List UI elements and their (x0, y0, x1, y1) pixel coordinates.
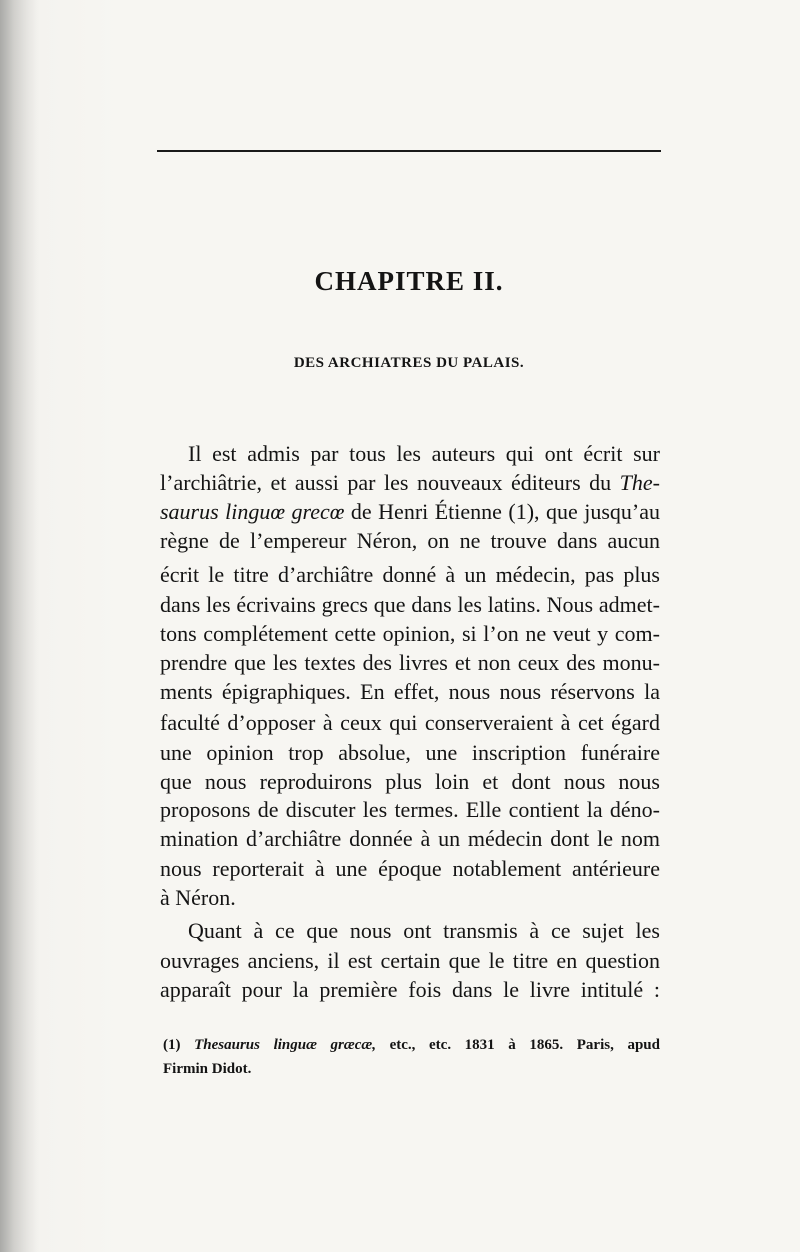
footnote-line: Firmin Didot. (163, 1061, 252, 1077)
text-line: une opinion trop absolue, une inscription funéraire (160, 740, 660, 765)
text-line: écrit le titre d’archiâtre donné à un médecin, pas plus (160, 562, 660, 587)
text-line: l’archiâtrie, et aussi par les nouveaux éditeurs du The- (160, 470, 660, 495)
text-line: faculté d’opposer à ceux qui conserveraient à cet égard (160, 710, 660, 735)
text-line: saurus linguœ grecœ de Henri Étienne (1), que jusqu’au (160, 499, 660, 524)
text-line: que nous reproduirons plus loin et dont nous nous (160, 769, 660, 794)
text-line: apparaît pour la première fois dans le livre intitulé : (160, 977, 660, 1002)
text-line: nous reporterait à une époque notablement antérieure (160, 856, 660, 881)
text-line: prendre que les textes des livres et non ceux des monu- (160, 650, 660, 675)
text-line: proposons de discuter les termes. Elle contient la déno- (160, 797, 660, 822)
text-line: mination d’archiâtre donnée à un médecin dont le nom (160, 826, 660, 851)
footnote-line: (1) Thesaurus linguæ græcæ, etc., etc. 1831 à 1865. Paris, apud (163, 1037, 660, 1053)
text-line: Quant à ce que nous ont transmis à ce sujet les (188, 918, 660, 943)
binding-gutter-shadow (0, 0, 38, 1252)
text-line: Il est admis par tous les auteurs qui ont écrit sur (188, 441, 660, 466)
text-line: tons complétement cette opinion, si l’on ne veut y com- (160, 621, 660, 646)
text-line: dans les écrivains grecs que dans les latins. Nous admet- (160, 592, 660, 617)
chapter-title: CHAPITRE II. (314, 266, 504, 296)
text-line: à Néron. (160, 885, 236, 910)
section-heading: DES ARCHIATRES DU PALAIS. (293, 355, 525, 371)
text-line: ouvrages anciens, il est certain que le titre en question (160, 948, 660, 973)
text-line: ments épigraphiques. En effet, nous nous réservons la (160, 679, 660, 704)
header-rule (157, 150, 661, 152)
text-line: règne de l’empereur Néron, on ne trouve dans aucun (160, 528, 660, 553)
